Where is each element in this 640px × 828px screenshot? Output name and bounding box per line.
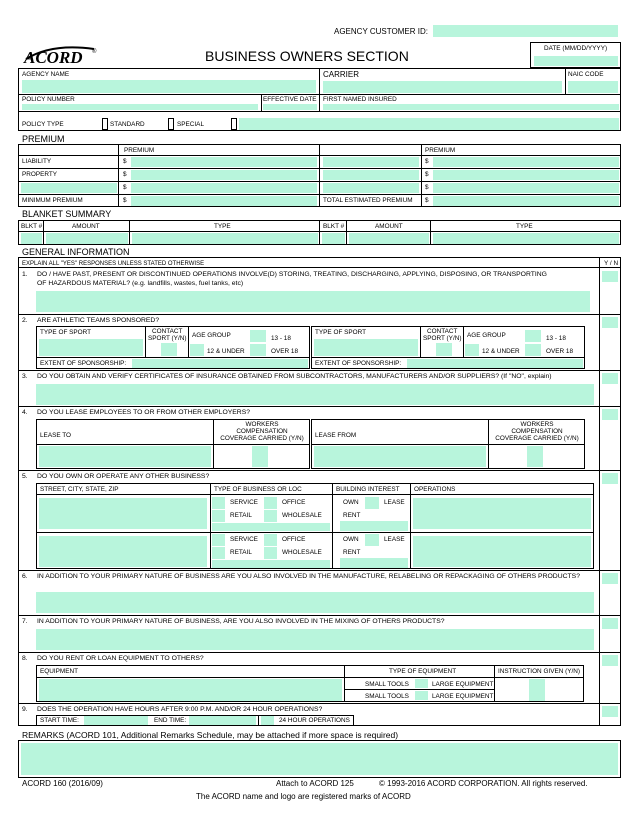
dollar-sign: $ xyxy=(425,158,429,165)
naic-code-label: NAIC CODE xyxy=(568,71,604,78)
dollar-sign: $ xyxy=(425,197,429,204)
acord-logo xyxy=(22,43,102,67)
service-label-2: SERVICE xyxy=(230,536,258,543)
age-13-18-checkbox-right[interactable] xyxy=(525,330,541,342)
q4-yn-field[interactable] xyxy=(602,409,618,420)
q1-text: DO / HAVE PAST, PRESENT OR DISCONTINUED OPERATIONS INVOLVE(D) STORING, TREATING, DISCHARGING, APPLYING, DISPOSING, OR TRANSPORTING OF HAZARDOUS MATERIAL? (e.g. landfills, wastes, fuel tanks, etc) xyxy=(37,271,547,287)
wholesale-checkbox-2[interactable] xyxy=(264,547,277,559)
policy-number-label: POLICY NUMBER xyxy=(22,96,75,103)
lease-checkbox-2[interactable] xyxy=(365,534,379,546)
type-col-1: TYPE xyxy=(214,223,231,230)
premium-right-label-3[interactable] xyxy=(323,183,419,193)
wc-label-2: COMPENSATION xyxy=(236,428,288,435)
sport-type-field-right[interactable] xyxy=(314,339,418,356)
form-id: ACORD 160 (2016/09) xyxy=(22,779,103,788)
q1-number: 1. xyxy=(22,271,28,278)
equipment-field[interactable] xyxy=(39,679,342,701)
start-time-label: START TIME: xyxy=(40,717,79,724)
right-premium-field-1[interactable] xyxy=(433,157,619,167)
type-col-2: TYPE xyxy=(516,223,533,230)
property-label: PROPERTY xyxy=(22,171,58,178)
lease-to-label: LEASE TO xyxy=(40,432,72,439)
rent-label: RENT xyxy=(343,512,361,519)
street-field-1[interactable] xyxy=(39,498,207,529)
agency-name-field[interactable] xyxy=(22,80,316,93)
lease-checkbox-1[interactable] xyxy=(365,497,379,509)
premium-col-left: PREMIUM xyxy=(124,147,155,154)
q6-number: 6. xyxy=(22,573,28,580)
wc-lease-from-field[interactable] xyxy=(527,446,543,467)
wc-label-1: WORKERS xyxy=(245,421,279,428)
q2-yn-field[interactable] xyxy=(602,317,618,328)
business-type-other-1[interactable] xyxy=(212,523,330,531)
wholesale-checkbox-1[interactable] xyxy=(264,510,277,522)
q9-number: 9. xyxy=(22,706,28,713)
wc-label-1-right: WORKERS xyxy=(520,421,554,428)
start-time-field[interactable] xyxy=(84,716,148,725)
wc-label-2-right: COMPENSATION xyxy=(511,428,563,435)
retail-checkbox-2[interactable] xyxy=(212,547,225,559)
age-group-label: AGE GROUP xyxy=(192,332,231,339)
wholesale-label-2: WHOLESALE xyxy=(282,549,322,556)
extent-label-right: EXTENT OF SPONSORSHIP: xyxy=(315,360,402,367)
q1-yn-field[interactable] xyxy=(602,271,618,282)
own-label: OWN xyxy=(343,499,359,506)
dollar-sign: $ xyxy=(123,184,127,191)
q7-number: 7. xyxy=(22,618,28,625)
right-premium-field-3[interactable] xyxy=(433,183,619,193)
logo-text: ACORD xyxy=(24,48,83,67)
operations-field-1[interactable] xyxy=(413,498,591,529)
retail-label-2: RETAIL xyxy=(230,549,252,556)
instruction-label: INSTRUCTION GIVEN (Y/N) xyxy=(498,668,581,675)
dollar-sign: $ xyxy=(123,197,127,204)
building-interest-field-2[interactable] xyxy=(340,558,408,568)
blkt-col-1: BLKT # xyxy=(21,223,43,230)
age-13-18-label-right: 13 - 18 xyxy=(546,335,566,342)
lease-label-2: LEASE xyxy=(384,536,405,543)
contact-sport-field-right[interactable] xyxy=(436,343,452,356)
office-label: OFFICE xyxy=(282,499,306,506)
end-time-field[interactable] xyxy=(189,716,256,725)
business-type-other-2[interactable] xyxy=(212,560,330,568)
dollar-sign: $ xyxy=(123,171,127,178)
standard-checkbox[interactable] xyxy=(102,118,108,130)
end-time-label: END TIME: xyxy=(154,717,187,724)
extent-label-left: EXTENT OF SPONSORSHIP: xyxy=(40,360,127,367)
extent-field-left[interactable] xyxy=(132,359,308,368)
trademark: The ACORD name and logo are registered marks of ACORD xyxy=(196,792,411,801)
contact-label-2: SPORT (Y/N) xyxy=(148,335,187,342)
premium-right-label-1[interactable] xyxy=(323,157,419,167)
policy-number-field[interactable] xyxy=(22,104,258,110)
effective-date-field[interactable] xyxy=(263,104,317,110)
type-business-label: TYPE OF BUSINESS OR LOC xyxy=(214,486,302,493)
age-over-18-checkbox-left[interactable] xyxy=(250,344,266,356)
hour24-checkbox[interactable] xyxy=(261,716,274,725)
type-of-sport-label-right: TYPE OF SPORT xyxy=(315,329,367,336)
carrier-field[interactable] xyxy=(323,81,562,93)
age-12-under-label-right: 12 & UNDER xyxy=(482,348,520,355)
q5-number: 5. xyxy=(22,473,28,480)
lease-from-field[interactable] xyxy=(314,446,486,467)
first-named-insured-label: FIRST NAMED INSURED xyxy=(323,96,397,103)
age-over-18-label: OVER 18 xyxy=(271,348,298,355)
page-title: BUSINESS OWNERS SECTION xyxy=(205,48,409,64)
contact-label-2-right: SPORT (Y/N) xyxy=(423,335,462,342)
contact-label-1: CONTACT xyxy=(152,328,183,335)
q5-yn-field[interactable] xyxy=(602,473,618,484)
liability-label: LIABILITY xyxy=(22,158,52,165)
q3-text: DO YOU OBTAIN AND VERIFY CERTIFICATES OF INSURANCE OBTAINED FROM SUBCONTRACTORS, MANUFACTURERS AND/OR SUPPLIERS? (If "NO", explain) xyxy=(37,373,552,380)
amount-field-2[interactable] xyxy=(349,233,429,244)
type-equipment-label: TYPE OF EQUIPMENT xyxy=(389,668,457,675)
q6-yn-field[interactable] xyxy=(602,573,618,584)
q7-explain-field[interactable] xyxy=(36,629,594,650)
blkt-col-2: BLKT # xyxy=(323,223,345,230)
total-estimated-premium-field[interactable] xyxy=(433,196,619,206)
age-over-18-checkbox-right[interactable] xyxy=(525,344,541,356)
service-checkbox-1[interactable] xyxy=(212,497,225,509)
wholesale-label: WHOLESALE xyxy=(282,512,322,519)
wc-lease-to-field[interactable] xyxy=(252,446,268,467)
agency-customer-id-label: AGENCY CUSTOMER ID: xyxy=(334,27,428,36)
dollar-sign: $ xyxy=(123,158,127,165)
extent-field-right[interactable] xyxy=(407,359,583,368)
liability-premium-field[interactable] xyxy=(131,157,317,167)
q9-yn-field[interactable] xyxy=(602,706,618,717)
contact-sport-field-left[interactable] xyxy=(161,343,177,356)
rent-label-2: RENT xyxy=(343,549,361,556)
instruction-field[interactable] xyxy=(529,679,545,701)
q2-number: 2. xyxy=(22,317,28,324)
q8-text: DO YOU RENT OR LOAN EQUIPMENT TO OTHERS? xyxy=(37,655,204,662)
explain-note: EXPLAIN ALL "YES" RESPONSES UNLESS STATED OTHERWISE xyxy=(22,261,205,267)
other-policy-type-field[interactable] xyxy=(239,118,619,130)
agency-customer-id-field[interactable] xyxy=(433,25,618,37)
q4-number: 4. xyxy=(22,409,28,416)
q5-text: DO YOU OWN OR OPERATE ANY OTHER BUSINESS? xyxy=(37,473,210,480)
premium-col-right: PREMIUM xyxy=(425,147,456,154)
large-equipment-label-2: LARGE EQUIPMENT xyxy=(432,693,494,700)
remarks-field[interactable] xyxy=(21,743,618,775)
small-tools-checkbox-2[interactable] xyxy=(415,691,428,700)
first-named-insured-field[interactable] xyxy=(323,104,619,110)
dollar-sign: $ xyxy=(425,184,429,191)
lease-to-field[interactable] xyxy=(39,446,211,467)
age-12-under-label: 12 & UNDER xyxy=(207,348,245,355)
office-label-2: OFFICE xyxy=(282,536,306,543)
other-premium-field[interactable] xyxy=(131,183,317,193)
amount-field-1[interactable] xyxy=(46,233,128,244)
q7-text: IN ADDITION TO YOUR PRIMARY NATURE OF BUSINESS, ARE YOU ALSO INVOLVED IN THE MIXING OF OTHERS PRODUCTS? xyxy=(37,618,445,625)
retail-checkbox-1[interactable] xyxy=(212,510,225,522)
wc-label-3-right: COVERAGE CARRIED (Y/N) xyxy=(495,435,579,442)
remarks-title: REMARKS (ACORD 101, Additional Remarks Schedule, may be attached if more space is required) xyxy=(22,730,399,740)
age-12-under-checkbox-left[interactable] xyxy=(190,344,204,356)
amount-col-2: AMOUNT xyxy=(375,223,403,230)
street-field-2[interactable] xyxy=(39,536,207,567)
age-group-label-right: AGE GROUP xyxy=(467,332,506,339)
premium-other-label-field[interactable] xyxy=(21,183,117,193)
blkt-field-2[interactable] xyxy=(322,233,345,244)
total-estimated-premium-label: TOTAL ESTIMATED PREMIUM xyxy=(323,197,413,204)
effective-date-label: EFFECTIVE DATE xyxy=(263,96,317,103)
q3-number: 3. xyxy=(22,373,28,380)
small-tools-label-2: SMALL TOOLS xyxy=(365,693,409,700)
agency-name-label: AGENCY NAME xyxy=(22,71,70,78)
minimum-premium-label: MINIMUM PREMIUM xyxy=(22,197,83,204)
sport-type-field-left[interactable] xyxy=(39,339,143,356)
lease-from-label: LEASE FROM xyxy=(315,432,357,439)
q4-text: DO YOU LEASE EMPLOYEES TO OR FROM OTHER EMPLOYERS? xyxy=(37,409,251,416)
small-tools-checkbox-1[interactable] xyxy=(415,679,428,688)
q6-explain-field[interactable] xyxy=(36,592,594,613)
service-label: SERVICE xyxy=(230,499,258,506)
street-label: STREET, CITY, STATE, ZIP xyxy=(40,486,119,493)
q3-explain-field[interactable] xyxy=(36,384,594,405)
age-13-18-label: 13 - 18 xyxy=(271,335,291,342)
own-label-2: OWN xyxy=(343,536,359,543)
age-13-18-checkbox-left[interactable] xyxy=(250,330,266,342)
type-field-1[interactable] xyxy=(132,233,318,244)
other-checkbox[interactable] xyxy=(231,118,237,130)
blkt-field-1[interactable] xyxy=(21,233,42,244)
q8-yn-field[interactable] xyxy=(602,655,618,666)
blanket-summary-title: BLANKET SUMMARY xyxy=(22,209,112,219)
small-tools-label: SMALL TOOLS xyxy=(365,681,409,688)
special-checkbox[interactable] xyxy=(168,118,174,130)
special-label: SPECIAL xyxy=(177,121,204,128)
property-premium-field[interactable] xyxy=(131,170,317,180)
q9-text: DOES THE OPERATION HAVE HOURS AFTER 9:00 P.M. AND/OR 24 HOUR OPERATIONS? xyxy=(37,706,323,713)
logo-registered-mark: ® xyxy=(92,49,97,55)
office-checkbox-1[interactable] xyxy=(264,497,277,509)
q7-yn-field[interactable] xyxy=(602,618,618,629)
yn-header: Y / N xyxy=(604,260,619,267)
copyright: © 1993-2016 ACORD CORPORATION. All rights reserved. xyxy=(379,779,588,788)
premium-section-title: PREMIUM xyxy=(22,134,65,144)
amount-col-1: AMOUNT xyxy=(72,223,100,230)
retail-label: RETAIL xyxy=(230,512,252,519)
lease-label: LEASE xyxy=(384,499,405,506)
office-checkbox-2[interactable] xyxy=(264,534,277,546)
age-12-under-checkbox-right[interactable] xyxy=(465,344,479,356)
dollar-sign: $ xyxy=(425,171,429,178)
equipment-label: EQUIPMENT xyxy=(40,668,78,675)
operations-label: OPERATIONS xyxy=(414,486,456,493)
age-over-18-label-right: OVER 18 xyxy=(546,348,573,355)
date-label: DATE (MM/DD/YYYY) xyxy=(544,45,608,52)
right-premium-field-2[interactable] xyxy=(433,170,619,180)
type-field-2[interactable] xyxy=(433,233,619,244)
general-information-title: GENERAL INFORMATION xyxy=(22,247,130,257)
building-interest-label: BUILDING INTEREST xyxy=(336,486,400,493)
hour24-label: 24 HOUR OPERATIONS xyxy=(279,717,350,724)
contact-label-1-right: CONTACT xyxy=(427,328,458,335)
carrier-label: CARRIER xyxy=(323,70,360,79)
q6-text: IN ADDITION TO YOUR PRIMARY NATURE OF BUSINESS ARE YOU ALSO INVOLVED IN THE MANUFACTURE, RELABELING OR REPACKAGING OF OTHERS PRODUCTS? xyxy=(37,573,580,580)
policy-type-label: POLICY TYPE xyxy=(22,121,64,128)
naic-code-field[interactable] xyxy=(568,81,618,93)
type-of-sport-label: TYPE OF SPORT xyxy=(40,329,92,336)
premium-right-label-2[interactable] xyxy=(323,170,419,180)
q3-yn-field[interactable] xyxy=(602,373,618,384)
q2-text: ARE ATHLETIC TEAMS SPONSORED? xyxy=(37,317,160,324)
large-equipment-label: LARGE EQUIPMENT xyxy=(432,681,494,688)
standard-label: STANDARD xyxy=(110,121,145,128)
service-checkbox-2[interactable] xyxy=(212,534,225,546)
minimum-premium-field[interactable] xyxy=(131,196,317,206)
q1-explain-field[interactable] xyxy=(36,291,590,312)
building-interest-field-1[interactable] xyxy=(340,521,408,531)
wc-label-3: COVERAGE CARRIED (Y/N) xyxy=(220,435,304,442)
q8-number: 8. xyxy=(22,655,28,662)
attach-note: Attach to ACORD 125 xyxy=(276,779,354,788)
date-field[interactable] xyxy=(534,56,618,66)
operations-field-2[interactable] xyxy=(413,536,591,567)
